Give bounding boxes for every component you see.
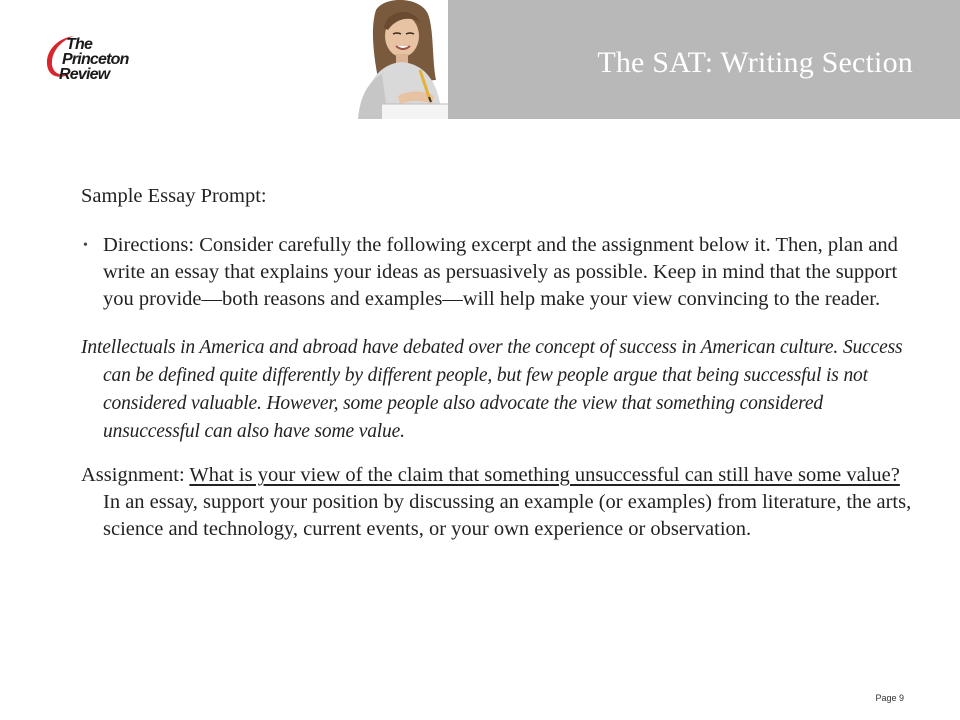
- excerpt-text: Intellectuals in America and abroad have debated over the concept of success in American culture. Success can be defined quite differently by different people, but few people argue that being successful is not considered valuable. However, some people also advocate the view that something considered unsuccessful can also have some value.: [81, 337, 903, 442]
- princeton-review-logo: [44, 34, 164, 94]
- main-content: [81, 183, 921, 543]
- assignment-label: Assignment:: [81, 464, 190, 486]
- page-title: The SAT: Writing Section: [597, 46, 913, 79]
- logo-line-the: The: [66, 36, 93, 53]
- assignment-paragraph: [81, 462, 921, 543]
- logo-wordmark: [59, 37, 129, 82]
- assignment-question: What is your view of the claim that something unsuccessful can still have some value?: [189, 464, 900, 486]
- prompt-heading: Sample Essay Prompt:: [81, 185, 267, 207]
- bullet-dot-icon: •: [83, 238, 88, 253]
- logo-line-review: Review: [59, 66, 110, 83]
- student-writing-illustration-icon: [338, 0, 448, 119]
- logo-line-princeton: Princeton: [62, 51, 129, 68]
- student-photo: [338, 0, 448, 119]
- directions-text: Directions: Consider carefully the following excerpt and the assignment below it. Then, plan and write an essay that explains your ideas as persuasively as possible. Keep in mind that the support you provide—both reasons and examples—will help make your view convincing to the reader.: [103, 234, 898, 310]
- header-band: [448, 0, 960, 119]
- directions-bullet: [81, 232, 921, 313]
- page-number: Page 9: [875, 693, 904, 703]
- assignment-instructions: In an essay, support your position by discussing an example (or examples) from literature, the arts, science and technology, current events, or your own experience or observation.: [103, 491, 912, 540]
